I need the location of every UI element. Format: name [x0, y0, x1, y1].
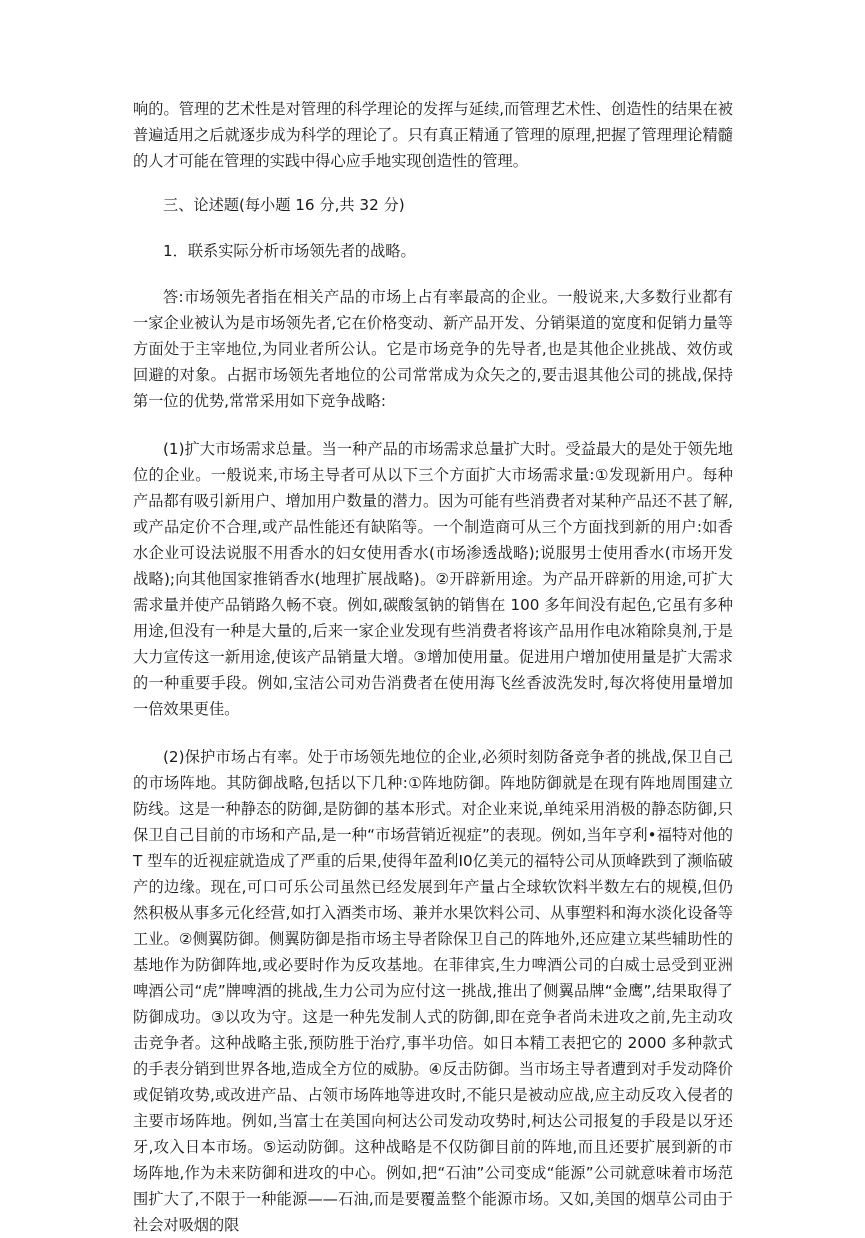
document-page — [133, 96, 733, 1238]
strategy-protect-share-paragraph: (2)保护市场占有率。处于市场领先地位的企业,必须时刻防备竞争者的挑战,保卫自己的市场阵地。其防御战略,包括以下几种:①阵地防御。阵地防御就是在现有阵地周围建立防线。这是一种静态的防御,是防御的基本形式。对企业来说,单纯采用消极的静态防御,只保卫自己目前的市场和产品,是一种“市场营销近视症”的表现。例如,当年亨利•福特对他的 T 型车的近视症就造成了严重的后果,使得年盈利I0亿美元的福特公司从顶峰跌到了濒临破产的边缘。现在,可口可乐公司虽然已经发展到年产量占全球软饮料半数左右的规模,但仍然积极从事多元化经营,如打入酒类市场、兼并水果饮料公司、从事塑料和海水淡化设备等工业。②侧翼防御。侧翼防御是指市场主导者除保卫自己的阵地外,还应建立某些辅助性的基地作为防御阵地,或必要时作为反攻基地。在菲律宾,生力啤酒公司的白威士忌受到亚洲啤酒公司“虎”牌啤酒的挑战,生力公司为应付这一挑战,推出了侧翼品牌“金鹰”,结果取得了防御成功。③以攻为守。这是一种先发制人式的防御,即在竞争者尚未进攻之前,先主动攻击竞争者。这种战略主张,预防胜于治疗,事半功倍。如日本精工表把它的 2000 多种款式的手表分销到世界各地,造成全方位的威胁。④反击防御。当市场主导者遭到对手发动降价或促销攻势,或改进产品、占领市场阵地等进攻时,不能只是被动应战,应主动反攻入侵者的主要市场阵地。例如,当富士在美国向柯达公司发动攻势时,柯达公司报复的手段是以牙还牙,攻入日本市场。⑤运动防御。这种战略是不仅防御目前的阵地,而且还要扩展到新的市场阵地,作为未来防御和进攻的中心。例如,把“石油”公司变成“能源”公司就意味着市场范围扩大了,不限于一种能源——石油,而是要覆盖整个能源市场。又如,美国的烟草公司由于社会对吸烟的限 — [133, 748, 733, 1234]
answer-intro-paragraph: 答:市场领先者指在相关产品的市场上占有率最高的企业。一般说来,大多数行业都有一家企业被认为是市场领先者,它在价格变动、新产品开发、分销渠道的宽度和促销力量等方面处于主宰地位,为同业者所公认。它是市场竞争的先导者,也是其他企业挑战、效仿或回避的对象。占据市场领先者地位的公司常常成为众矢之的,要击退其他公司的挑战,保持第一位的优势,常常采用如下竞争战略: — [133, 288, 733, 410]
section-heading-essay: 三、论述题(每小题 16 分,共 32 分) — [163, 196, 405, 214]
paragraph-management-art: 响的。管理的艺术性是对管理的科学理论的发挥与延续,而管理艺术性、创造性的结果在被普遍适用之后就逐步成为科学的理论了。只有真正精通了管理的原理,把握了管理理论精髓的人才可能在管理的实践中得心应手地实现创造性的管理。 — [133, 100, 733, 170]
question-1-title: 1．联系实际分析市场领先者的战略。 — [163, 242, 416, 260]
strategy-expand-demand-paragraph: (1)扩大市场需求总量。当一种产品的市场需求总量扩大时。受益最大的是处于领先地位的企业。一般说来,市场主导者可从以下三个方面扩大市场需求量:①发现新用户。每种产品都有吸引新用户、增加用户数量的潜力。因为可能有些消费者对某种产品还不甚了解,或产品定价不合理,或产品性能还有缺陷等。一个制造商可从三个方面找到新的用户:如香水企业可设法说服不用香水的妇女使用香水(市场渗透战略);说服男士使用香水(市场开发战略);向其他国家推销香水(地理扩展战略)。②开辟新用途。为产品开辟新的用途,可扩大需求量并使产品销路久畅不衰。例如,碳酸氢钠的销售在 100 多年间没有起色,它虽有多种用途,但没有一种是大量的,后来一家企业发现有些消费者将该产品用作电冰箱除臭剂,于是大力宣传这一新用途,使该产品销量大增。③增加使用量。促进用户增加使用量是扩大需求的一种重要手段。例如,宝洁公司劝告消费者在使用海飞丝香波洗发时,每次将使用量增加一倍效果更佳。 — [133, 440, 733, 718]
